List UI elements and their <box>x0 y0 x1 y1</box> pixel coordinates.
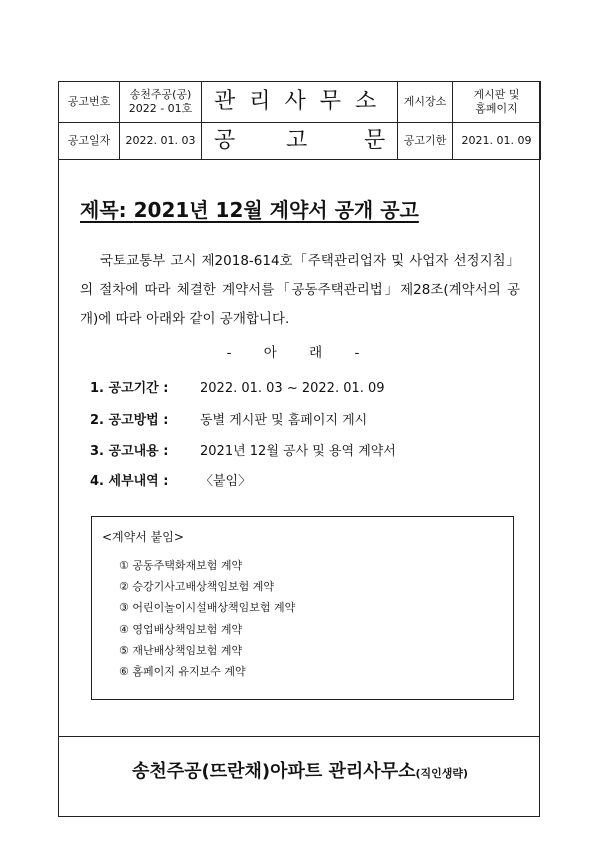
attachment-item: ⑤ 재난배상책임보험 계약 <box>119 644 243 657</box>
item-method <box>90 409 367 428</box>
document-title <box>80 194 419 223</box>
notice-date-label: 공고일자 <box>59 123 120 160</box>
deadline-label: 공고기한 <box>398 123 453 160</box>
notice-number-value <box>120 82 202 123</box>
deadline-value: 2021. 01. 09 <box>453 123 541 160</box>
attachment-item: ① 공동주택화재보험 계약 <box>119 559 243 572</box>
notice-word-char-3: 문 <box>364 128 386 154</box>
notice-word-char-2: 고 <box>286 128 308 154</box>
notice-header-table <box>58 81 541 160</box>
item-content-value: 2021년 12월 공사 및 용역 계약서 <box>200 444 396 459</box>
notice-word <box>202 123 398 160</box>
title-text: 2021년 12월 계약서 공개 공고 <box>133 198 419 222</box>
item-content <box>90 440 396 459</box>
attachment-box <box>91 516 514 700</box>
office-name: 관리사무소 <box>202 82 398 123</box>
item-period <box>90 377 385 396</box>
body-paragraph: 국토교통부 고시 제2018-614호「주택관리업자 및 사업자 선정지침」의 절차에 따라 체결한 계약서를「공동주택관리법」제28조(계약서의 공개)에 따라 아래와 같이 공개합니다. <box>80 253 520 327</box>
posting-place-line2: 홈페이지 <box>475 102 518 115</box>
notice-number-line2: 2022 - 01호 <box>128 102 193 115</box>
footer-stamp-note: (직인생략) <box>415 767 469 780</box>
attachment-item: ② 승강기사고배상책임보험 계약 <box>119 580 274 593</box>
attachment-item: ③ 어린이놀이시설배상책임보험 계약 <box>119 601 296 614</box>
footer-divider <box>58 736 540 737</box>
notice-number-label: 공고번호 <box>59 82 120 123</box>
item-details-label: 4. 세부내역 : <box>90 474 169 489</box>
posting-place-label: 게시장소 <box>398 82 453 123</box>
center-label: - 아 래 - <box>226 345 374 361</box>
attachment-item: ④ 영업배상책임보험 계약 <box>119 623 243 636</box>
item-period-value: 2022. 01. 03 ~ 2022. 01. 09 <box>200 381 385 396</box>
item-details <box>90 470 251 489</box>
notice-word-char-1: 공 <box>214 128 236 154</box>
item-method-label: 2. 공고방법 : <box>90 413 169 428</box>
notice-number-line1: 송천주공(공) <box>129 88 192 102</box>
item-content-label: 3. 공고내용 : <box>90 444 169 459</box>
attachment-item: ⑥ 홈페이지 유지보수 계약 <box>119 665 246 678</box>
posting-place-line1: 게시판 및 <box>473 88 520 102</box>
footer-office-name: 송천주공(뜨란채)아파트 관리사무소 <box>131 761 416 782</box>
title-prefix: 제목: <box>80 198 134 222</box>
notice-date-value: 2022. 01. 03 <box>120 123 202 160</box>
attachment-title: <계약서 붙임> <box>102 530 184 544</box>
item-method-value: 동별 게시판 및 홈페이지 게시 <box>200 413 368 428</box>
item-period-label: 1. 공고기간 : <box>90 381 169 396</box>
footer-issuer <box>0 757 600 783</box>
posting-place-value <box>453 82 541 123</box>
item-details-value: 〈붙임〉 <box>200 474 252 489</box>
